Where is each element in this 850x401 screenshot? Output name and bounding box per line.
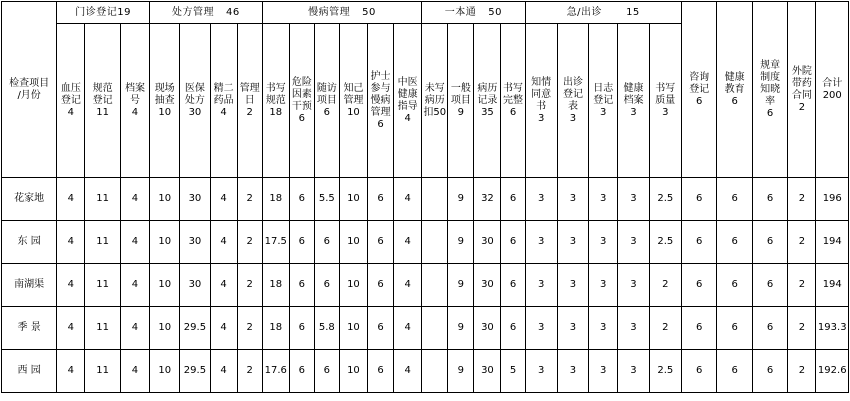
- group-label: 急/出诊: [566, 6, 603, 18]
- group-label: 一本通: [444, 6, 477, 18]
- score-cell: 9: [448, 221, 474, 264]
- score-cell: 10: [150, 264, 180, 307]
- inspection-score-table: [1, 1, 849, 393]
- column-header: [57, 24, 85, 178]
- score-cell: 5.5: [314, 178, 339, 221]
- column-header: [681, 2, 716, 178]
- score-cell: 30: [180, 221, 210, 264]
- score-cell: 3: [525, 350, 557, 393]
- group-score: 50: [362, 6, 376, 18]
- column-header-line: 病历: [424, 94, 445, 106]
- column-header-line: 慢病: [370, 94, 391, 106]
- score-cell: 4: [394, 307, 422, 350]
- group-yibentong: [422, 2, 525, 24]
- score-cell: 29.5: [180, 350, 210, 393]
- table-row: [2, 350, 849, 393]
- score-cell: 6: [501, 307, 525, 350]
- column-header: [262, 24, 289, 178]
- score-cell: 6: [368, 307, 394, 350]
- column-max-score: 2: [246, 106, 253, 118]
- score-cell: 10: [150, 221, 180, 264]
- score-cell: 30: [474, 264, 501, 307]
- column-header-line: 未写: [424, 82, 445, 94]
- column-header-line: 教育: [724, 83, 745, 95]
- column-max-score: 11: [96, 106, 110, 118]
- score-cell: 6: [368, 350, 394, 393]
- score-cell: 9: [448, 264, 474, 307]
- table-row: [2, 307, 849, 350]
- column-header-line: 书: [536, 100, 547, 112]
- score-cell: 6: [289, 307, 314, 350]
- row-header-cell: [2, 2, 57, 178]
- column-header: [314, 24, 339, 178]
- score-cell: 30: [474, 307, 501, 350]
- column-max-score: 3: [537, 112, 545, 124]
- column-header-line: 书写: [655, 82, 676, 94]
- score-cell: 4: [57, 178, 85, 221]
- column-header: [752, 2, 787, 178]
- column-header-line: 登记: [562, 88, 583, 100]
- score-cell: 2: [788, 178, 816, 221]
- score-cell: 4: [210, 350, 237, 393]
- score-cell: 6: [752, 264, 787, 307]
- column-header-line: 登记: [92, 94, 113, 106]
- score-cell: 194: [816, 264, 849, 307]
- score-cell: 6: [368, 178, 394, 221]
- column-header-line: 健康: [623, 82, 644, 94]
- score-cell: 6: [717, 307, 752, 350]
- column-header-line: 质量: [655, 94, 676, 106]
- score-cell: 10: [150, 178, 180, 221]
- column-header-line: 知己: [343, 82, 364, 94]
- column-header-line: 完整: [503, 94, 523, 106]
- column-max-score: 10: [347, 106, 360, 118]
- score-cell: 3: [589, 221, 618, 264]
- column-header: [501, 24, 525, 178]
- column-max-score: 10: [158, 106, 172, 118]
- group-outpatient: [57, 2, 150, 24]
- column-header: [557, 24, 588, 178]
- score-cell: 10: [339, 350, 367, 393]
- score-cell: 2: [788, 307, 816, 350]
- column-max-score: 3: [600, 106, 607, 118]
- column-max-score: 200: [822, 89, 842, 101]
- score-cell: 6: [681, 264, 716, 307]
- column-header-line: 血压: [60, 82, 81, 94]
- score-cell: 4: [120, 264, 149, 307]
- score-cell: 3: [618, 178, 649, 221]
- row-name: 东 园: [2, 221, 57, 264]
- score-cell: 10: [339, 264, 367, 307]
- score-cell: 10: [150, 307, 180, 350]
- score-cell: 32: [474, 178, 501, 221]
- score-cell: [422, 350, 448, 393]
- score-cell: 3: [557, 264, 588, 307]
- score-cell: 2: [649, 264, 681, 307]
- column-header-line: 同意: [531, 88, 552, 100]
- group-label: 慢病管理: [308, 6, 351, 18]
- score-cell: 6: [501, 221, 525, 264]
- score-cell: 193.3: [816, 307, 849, 350]
- column-header-line: 随访: [316, 82, 337, 94]
- column-header-line: 日: [244, 94, 255, 106]
- score-cell: 3: [618, 350, 649, 393]
- score-cell: 11: [85, 264, 120, 307]
- score-cell: 3: [557, 307, 588, 350]
- score-cell: 3: [589, 178, 618, 221]
- column-header-line: 一般: [450, 82, 471, 94]
- score-cell: 4: [120, 307, 149, 350]
- group-prescription: [150, 2, 263, 24]
- score-cell: 4: [394, 350, 422, 393]
- column-max-score: 3: [630, 106, 637, 118]
- score-cell: 2: [237, 264, 262, 307]
- score-cell: 2: [237, 178, 262, 221]
- score-cell: 5.8: [314, 307, 339, 350]
- score-cell: 4: [394, 178, 422, 221]
- score-cell: 3: [618, 221, 649, 264]
- group-score: 46: [226, 6, 240, 18]
- column-max-score: 30: [188, 106, 202, 118]
- column-header-line: 项目: [316, 94, 337, 106]
- score-cell: 18: [262, 264, 289, 307]
- row-name: 南湖渠: [2, 264, 57, 307]
- column-header-line: 知晓: [760, 83, 781, 95]
- score-cell: 9: [448, 178, 474, 221]
- score-cell: 4: [120, 178, 149, 221]
- column-header: [717, 2, 752, 178]
- score-cell: 3: [557, 178, 588, 221]
- score-cell: 6: [501, 264, 525, 307]
- column-header-line: 档案: [623, 94, 644, 106]
- column-header: [210, 24, 237, 178]
- column-max-score: 4: [67, 106, 75, 118]
- group-label: 处方管理: [172, 6, 215, 18]
- column-header-line: 健康: [724, 71, 745, 83]
- score-cell: 10: [339, 178, 367, 221]
- column-max-score: 6: [766, 107, 774, 119]
- table-row: [2, 178, 849, 221]
- score-cell: 3: [557, 221, 588, 264]
- score-cell: 6: [681, 307, 716, 350]
- column-header: [474, 24, 501, 178]
- column-header-line: 指导: [397, 100, 418, 112]
- column-header-line: 管理: [370, 106, 391, 118]
- table-row: [2, 221, 849, 264]
- column-header-line: 合计: [822, 77, 843, 89]
- column-header-line: 抽查: [154, 94, 175, 106]
- column-header-line: 书写: [265, 82, 286, 94]
- score-cell: [422, 221, 448, 264]
- score-cell: 4: [120, 350, 149, 393]
- column-max-score: 4: [220, 106, 227, 118]
- column-header-line: 登记: [593, 94, 614, 106]
- score-cell: 3: [525, 178, 557, 221]
- group-header-row: [2, 2, 849, 24]
- column-max-score: 6: [323, 106, 331, 118]
- score-cell: 6: [717, 178, 752, 221]
- column-header: [589, 24, 618, 178]
- score-cell: 2: [237, 350, 262, 393]
- column-header-line: 医保: [184, 82, 205, 94]
- column-header-line: 危险: [291, 76, 312, 88]
- score-cell: 6: [368, 264, 394, 307]
- column-header-line: 规章: [760, 59, 781, 71]
- score-cell: 2: [788, 350, 816, 393]
- column-header-line: 规范: [265, 94, 286, 106]
- score-cell: 6: [501, 178, 525, 221]
- column-max-score: 9: [457, 106, 465, 118]
- score-cell: 194: [816, 221, 849, 264]
- score-cell: 6: [314, 264, 339, 307]
- column-header-line: 现场: [154, 82, 175, 94]
- score-cell: 9: [448, 307, 474, 350]
- column-header-line: 精二: [213, 82, 234, 94]
- score-cell: 6: [752, 178, 787, 221]
- column-header: [618, 24, 649, 178]
- column-header: [150, 24, 180, 178]
- column-header-line: 表: [567, 100, 578, 112]
- score-cell: 4: [57, 221, 85, 264]
- score-cell: 2: [788, 221, 816, 264]
- score-cell: 6: [289, 264, 314, 307]
- score-cell: 6: [752, 350, 787, 393]
- column-header-line: 登记: [689, 83, 710, 95]
- score-cell: 4: [120, 221, 149, 264]
- score-cell: 6: [289, 221, 314, 264]
- score-cell: 29.5: [180, 307, 210, 350]
- column-max-score: 6: [298, 112, 306, 124]
- score-cell: 18: [262, 178, 289, 221]
- column-header-line: 药品: [213, 94, 234, 106]
- score-cell: [422, 264, 448, 307]
- score-cell: 2: [237, 221, 262, 264]
- score-cell: 11: [85, 221, 120, 264]
- score-cell: 4: [57, 264, 85, 307]
- column-max-score: 6: [377, 118, 384, 130]
- column-header: [180, 24, 210, 178]
- score-cell: 4: [210, 178, 237, 221]
- score-cell: 6: [717, 350, 752, 393]
- column-max-score: 4: [404, 112, 411, 124]
- score-cell: 6: [681, 350, 716, 393]
- column-max-score: 2: [798, 101, 806, 113]
- column-header-line: 合同: [791, 89, 812, 101]
- score-cell: 192.6: [816, 350, 849, 393]
- column-header-line: 健康: [397, 88, 418, 100]
- score-cell: 4: [57, 307, 85, 350]
- score-cell: 6: [368, 221, 394, 264]
- column-header-line: 出诊: [562, 76, 583, 88]
- score-cell: 2: [237, 307, 262, 350]
- score-cell: [422, 307, 448, 350]
- score-cell: 3: [618, 307, 649, 350]
- score-cell: 3: [525, 221, 557, 264]
- score-cell: 3: [589, 307, 618, 350]
- column-header-line: 咨询: [689, 71, 710, 83]
- score-cell: 6: [289, 350, 314, 393]
- score-cell: 5: [501, 350, 525, 393]
- column-max-score: 3: [569, 112, 577, 124]
- score-cell: 6: [717, 264, 752, 307]
- column-header-line: 因素: [291, 88, 312, 100]
- group-score: 15: [626, 6, 640, 18]
- column-header-line: 中医: [397, 76, 418, 88]
- score-cell: 11: [85, 350, 120, 393]
- column-header-line: 知情: [531, 76, 552, 88]
- column-header-line: 项目: [450, 94, 471, 106]
- score-cell: 10: [150, 350, 180, 393]
- row-header-line1: 检查项目: [9, 77, 50, 89]
- column-header-line: 管理: [343, 94, 364, 106]
- column-header: [120, 24, 149, 178]
- column-header-line: 规范: [92, 82, 113, 94]
- score-cell: 11: [85, 178, 120, 221]
- column-header: [422, 24, 448, 178]
- group-score: 50: [488, 6, 502, 18]
- column-header-line: 护士: [370, 70, 391, 82]
- score-cell: 2.5: [649, 221, 681, 264]
- column-header-line: 号: [129, 94, 140, 106]
- table-row: [2, 264, 849, 307]
- score-cell: 2: [649, 307, 681, 350]
- column-header-line: 档案: [124, 82, 145, 94]
- score-cell: 3: [525, 264, 557, 307]
- row-name: 花家地: [2, 178, 57, 221]
- column-max-score: 6: [696, 95, 703, 107]
- column-header-line: 登记: [60, 94, 81, 106]
- score-cell: 3: [589, 264, 618, 307]
- score-cell: 4: [394, 264, 422, 307]
- column-header-line: 干预: [291, 100, 312, 112]
- column-header: [289, 24, 314, 178]
- score-cell: 30: [474, 350, 501, 393]
- score-cell: 6: [314, 221, 339, 264]
- score-cell: 6: [314, 350, 339, 393]
- column-header: [788, 2, 816, 178]
- column-max-score: 35: [481, 106, 494, 118]
- column-header: [339, 24, 367, 178]
- column-header: [368, 24, 394, 178]
- score-cell: 3: [557, 350, 588, 393]
- row-header-line2: /月份: [17, 89, 41, 101]
- column-header: [649, 24, 681, 178]
- score-cell: 6: [289, 178, 314, 221]
- column-header: [448, 24, 474, 178]
- column-max-score: 扣50: [423, 106, 447, 118]
- score-cell: 3: [589, 350, 618, 393]
- row-name: 季 景: [2, 307, 57, 350]
- group-score: 19: [117, 6, 132, 18]
- column-header-line: 率: [765, 95, 776, 107]
- score-cell: 4: [210, 307, 237, 350]
- column-max-score: 18: [269, 106, 283, 118]
- score-cell: 2.5: [649, 178, 681, 221]
- score-cell: 6: [717, 221, 752, 264]
- score-cell: 30: [180, 264, 210, 307]
- column-header: [816, 2, 849, 178]
- score-cell: 30: [474, 221, 501, 264]
- column-max-score: 4: [131, 106, 139, 118]
- score-cell: 18: [262, 307, 289, 350]
- score-cell: 6: [752, 307, 787, 350]
- score-cell: 17.6: [262, 350, 289, 393]
- score-cell: 10: [339, 307, 367, 350]
- score-cell: 4: [210, 221, 237, 264]
- column-max-score: 3: [662, 106, 669, 118]
- column-header-line: 带药: [791, 77, 812, 89]
- column-header-line: 管理: [239, 82, 260, 94]
- column-header-line: 病历: [477, 82, 498, 94]
- column-header: [525, 24, 557, 178]
- group-emergency: [525, 2, 681, 24]
- column-header-line: 日志: [593, 82, 614, 94]
- score-cell: 2.5: [649, 350, 681, 393]
- column-header-line: 外院: [791, 65, 812, 77]
- score-cell: 6: [681, 221, 716, 264]
- score-cell: 4: [394, 221, 422, 264]
- score-cell: 3: [618, 264, 649, 307]
- score-cell: 6: [681, 178, 716, 221]
- column-header-line: 记录: [477, 94, 498, 106]
- score-cell: 6: [752, 221, 787, 264]
- score-cell: 9: [448, 350, 474, 393]
- column-header-line: 处方: [184, 94, 205, 106]
- score-cell: 17.5: [262, 221, 289, 264]
- score-cell: 30: [180, 178, 210, 221]
- column-header: [85, 24, 120, 178]
- group-label: 门诊登记: [75, 6, 118, 18]
- score-cell: 196: [816, 178, 849, 221]
- score-cell: 4: [57, 350, 85, 393]
- score-cell: 2: [788, 264, 816, 307]
- column-header: [394, 24, 422, 178]
- column-max-score: 6: [509, 106, 517, 118]
- column-header-line: 参与: [370, 82, 391, 94]
- score-cell: 11: [85, 307, 120, 350]
- group-chronic: [262, 2, 422, 24]
- score-cell: 10: [339, 221, 367, 264]
- column-header-line: 书写: [503, 82, 523, 94]
- column-header-line: 制度: [760, 71, 781, 83]
- score-cell: 3: [525, 307, 557, 350]
- score-cell: 4: [210, 264, 237, 307]
- column-header: [237, 24, 262, 178]
- column-max-score: 6: [731, 95, 738, 107]
- score-cell: [422, 178, 448, 221]
- row-name: 西 园: [2, 350, 57, 393]
